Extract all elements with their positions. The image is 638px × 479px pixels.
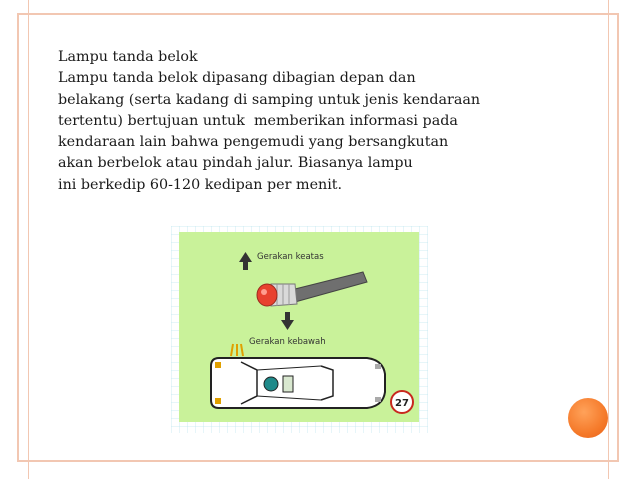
figure-number-text: 27: [395, 398, 409, 409]
paragraph-line: belakang (serta kadang di samping untuk jenis kendaraan: [58, 91, 481, 108]
illustration-svg: [171, 226, 428, 433]
paragraph-line: ini berkedip 60-120 kedipan per menit.: [58, 176, 343, 193]
decorative-orange-circle: [568, 398, 608, 438]
label-up: Gerakan keatas: [257, 252, 324, 262]
slide-heading: Lampu tanda belok: [58, 49, 198, 65]
slide-text-block: [58, 47, 618, 196]
car-top-view-icon: [211, 358, 385, 408]
paragraph-line: kendaraan lain bahwa pengemudi yang bersangkutan: [58, 134, 449, 151]
paragraph-line: akan berbelok atau pindah jalur. Biasanya lampu: [58, 155, 413, 172]
turn-signal-illustration: [171, 226, 428, 433]
paragraph-line: tertentu) bertujuan untuk memberikan informasi pada: [58, 112, 458, 129]
left-border-line: [28, 0, 29, 479]
paragraph-line: Lampu tanda belok dipasang dibagian depan dan: [58, 70, 416, 87]
label-down: Gerakan kebawah: [249, 337, 326, 347]
